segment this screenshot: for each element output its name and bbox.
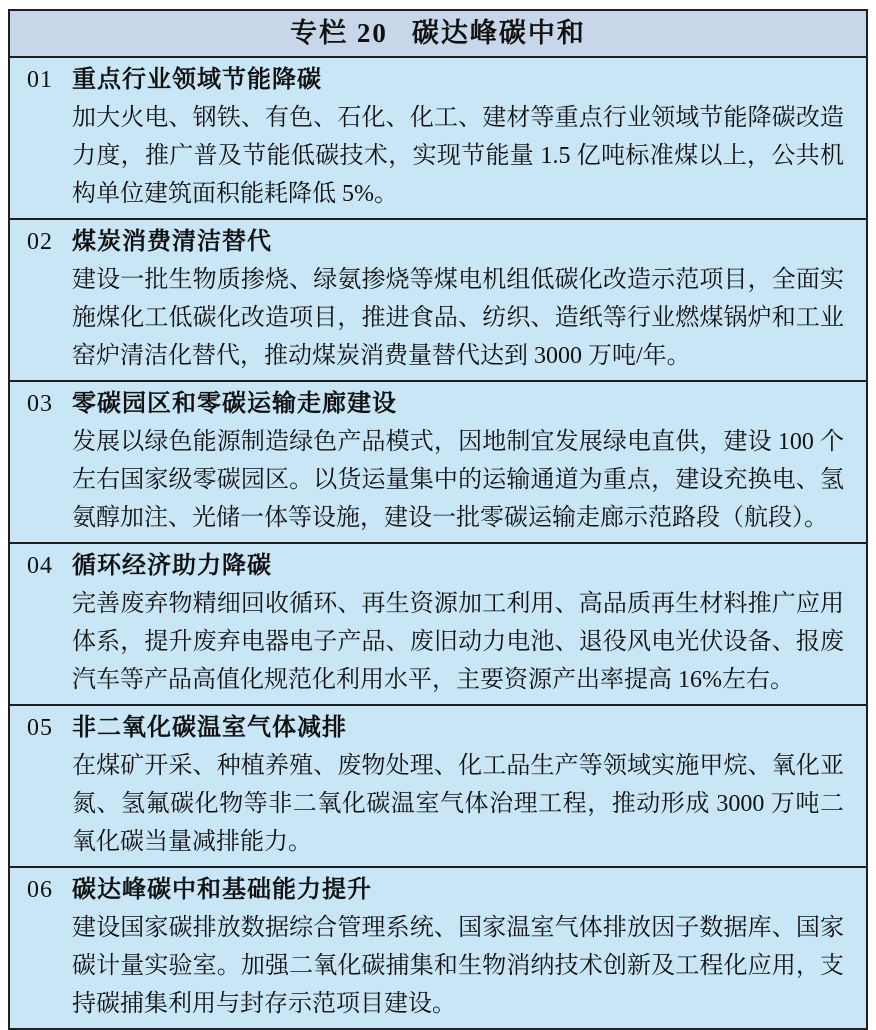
section-head: [27, 385, 844, 423]
section-title: 碳达峰碳中和基础能力提升: [72, 877, 372, 903]
section-body-text: 建设国家碳排放数据综合管理系统、国家温室气体排放因子数据库、国家碳计量实验室。加强二氧化碳捕集和生物消纳技术创新及工程化应用，支持碳捕集利用与封存示范项目建设。: [72, 915, 844, 1017]
section-head: [27, 547, 844, 585]
section-row: [10, 218, 866, 380]
section-number: 06: [27, 877, 53, 903]
panel-header-title: 碳达峰碳中和: [411, 18, 586, 48]
section-list: [10, 56, 866, 1028]
section-row: [10, 56, 866, 218]
section-number: 01: [27, 67, 53, 93]
section-body-text: 发展以绿色能源制造绿色产品模式，因地制宜发展绿电直供，建设 100 个左右国家级零碳园区。以货运量集中的运输通道为重点，建设充换电、氢氨醇加注、光储一体等设施，建设一批零碳运输走廊示范路段（航段）。: [72, 429, 844, 531]
section-title: 非二氧化碳温室气体减排: [72, 715, 347, 741]
section-body-text: 完善废弃物精细回收循环、再生资源加工利用、高品质再生材料推广应用体系，提升废弃电器电子产品、废旧动力电池、退役风电光伏设备、报废汽车等产品高值化规范化利用水平，主要资源产出率提高 16%左右。: [72, 591, 844, 693]
section-head: [27, 871, 844, 909]
section-number: 02: [27, 229, 53, 255]
section-row: [10, 380, 866, 542]
section-title: 煤炭消费清洁替代: [72, 229, 272, 255]
section-head: [27, 709, 844, 747]
panel-header: [10, 11, 866, 56]
section-title: 零碳园区和零碳运输走廊建设: [72, 391, 397, 417]
section-title: 循环经济助力降碳: [72, 553, 272, 579]
section-row: [10, 866, 866, 1028]
section-body-text: 在煤矿开采、种植养殖、废物处理、化工品生产等领域实施甲烷、氧化亚氮、氢氟碳化物等非二氧化碳温室气体治理工程，推动形成 3000 万吨二氧化碳当量减排能力。: [72, 753, 844, 855]
section-head: [27, 223, 844, 261]
section-row: [10, 542, 866, 704]
section-body-text: 加大火电、钢铁、有色、石化、化工、建材等重点行业领域节能降碳改造力度，推广普及节能低碳技术，实现节能量 1.5 亿吨标准煤以上，公共机构单位建筑面积能耗降低 5%。: [72, 105, 844, 207]
section-body-text: 建设一批生物质掺烧、绿氨掺烧等煤电机组低碳化改造示范项目，全面实施煤化工低碳化改造项目，推进食品、纺织、造纸等行业燃煤锅炉和工业窑炉清洁化替代，推动煤炭消费量替代达到 3000 万吨/年。: [72, 267, 844, 369]
section-number: 03: [27, 391, 53, 417]
policy-box: [8, 9, 868, 1030]
panel-header-label: 专栏 20: [290, 18, 388, 48]
section-number: 04: [27, 553, 53, 579]
section-row: [10, 704, 866, 866]
section-number: 05: [27, 715, 53, 741]
section-head: [27, 61, 844, 99]
section-title: 重点行业领域节能降碳: [72, 67, 322, 93]
